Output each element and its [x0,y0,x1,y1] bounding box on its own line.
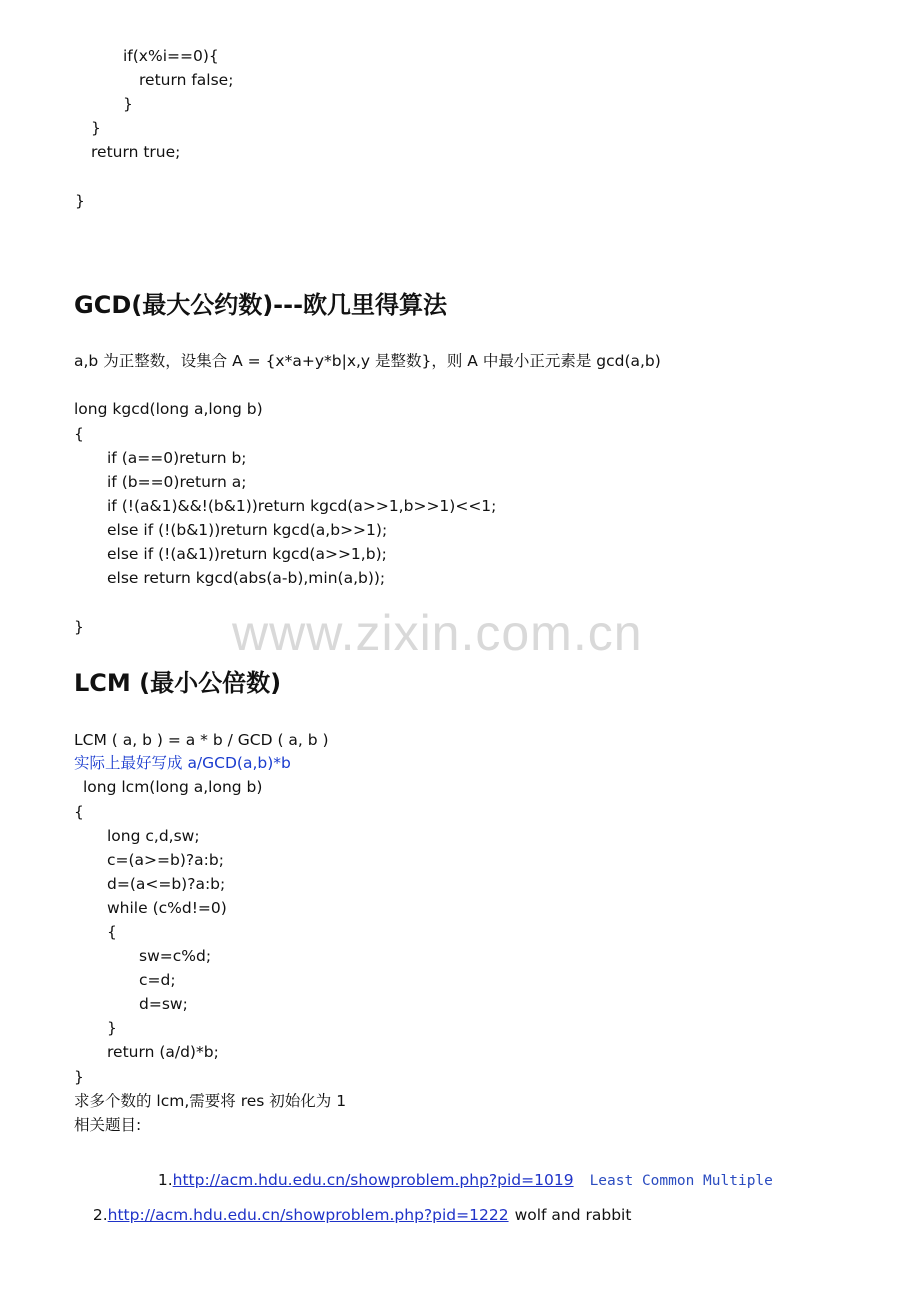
code-line: if (b==0)return a; [107,473,247,491]
code-line: if(x%i==0){ [123,47,219,65]
code-line: long c,d,sw; [107,827,200,845]
code-line: d=sw; [139,995,188,1013]
code-line: { [107,923,117,941]
related-item [83,1185,631,1225]
code-line: else if (!(a&1))return kgcd(a>>1,b); [107,545,387,563]
code-line: { [74,803,84,821]
lcm-note-highlight: a/GCD(a,b)*b [187,754,291,772]
code-line: { [74,425,84,443]
gcd-description: a,b 为正整数，设集合 A = {x*a+y*b|x,y 是整数}，则 A 中最小正元素是 gcd(a,b) [74,352,661,370]
multi-lcm-note: 求多个数的 lcm,需要将 res 初始化为 1 [74,1092,347,1110]
lcm-heading: LCM (最小公倍数) [74,669,282,697]
lcm-note [74,753,291,773]
code-line: } [123,95,133,113]
code-line: c=(a>=b)?a:b; [107,851,224,869]
code-line: } [75,192,85,210]
code-line: if (a==0)return b; [107,449,247,467]
code-line: sw=c%d; [139,947,212,965]
related-number: 2. [92,1206,108,1224]
related-link[interactable]: http://acm.hdu.edu.cn/showproblem.php?pid=1019 [172,1171,574,1189]
code-line: return false; [139,71,234,89]
related-label: 相关题目: [74,1116,142,1134]
code-line: else return kgcd(abs(a-b),min(a,b)); [107,569,386,587]
code-line: c=d; [139,971,176,989]
related-title: Least Common Multiple [589,1173,773,1189]
lcm-formula: LCM ( a, b ) = a * b / GCD ( a, b ) [74,731,329,749]
code-line: if (!(a&1)&&!(b&1))return kgcd(a>>1,b>>1)<<1; [107,497,497,515]
code-line: } [74,618,84,636]
code-line: long lcm(long a,long b) [83,778,263,796]
code-line: return (a/d)*b; [107,1043,219,1061]
code-line: else if (!(b&1))return kgcd(a,b>>1); [107,521,388,539]
related-title: wolf and rabbit [514,1206,632,1224]
code-line: } [91,119,101,137]
lcm-note-prefix: 实际上最好写成 [74,754,188,772]
code-line: long kgcd(long a,long b) [74,400,263,418]
gcd-heading: GCD(最大公约数)---欧几里得算法 [74,291,448,319]
code-line: d=(a<=b)?a:b; [107,875,226,893]
code-line: return true; [91,143,181,161]
related-link[interactable]: http://acm.hdu.edu.cn/showproblem.php?pid=1222 [107,1206,509,1224]
code-line: } [74,1068,84,1086]
code-line: } [107,1019,117,1037]
code-line: while (c%d!=0) [107,899,227,917]
watermark: www.zixin.com.cn [232,605,643,661]
related-number: 1. [157,1171,173,1189]
